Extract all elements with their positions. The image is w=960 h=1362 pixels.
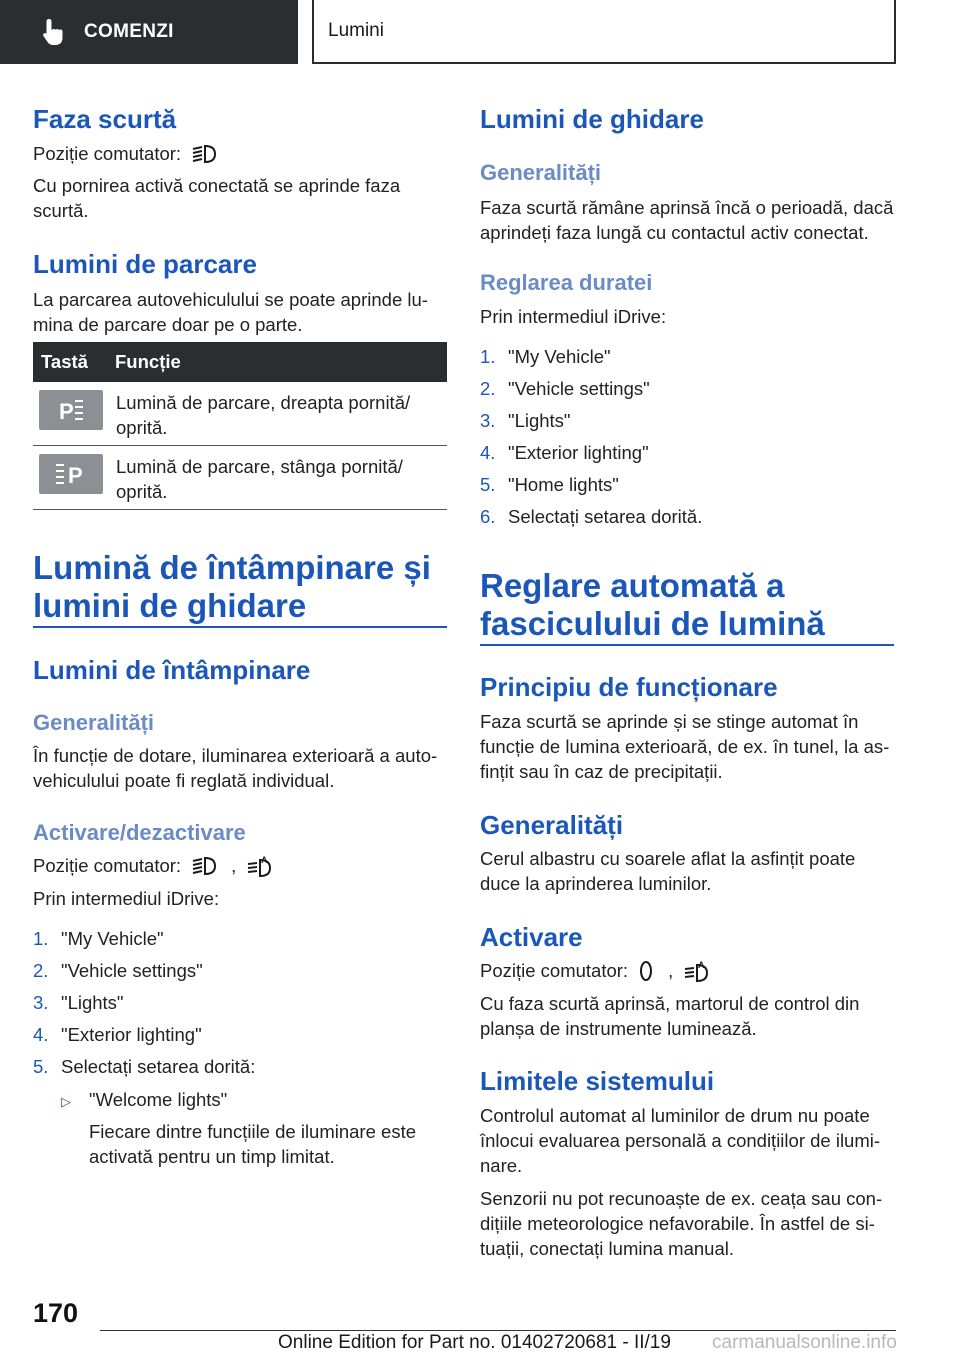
welcome-idrive: Prin intermediul iDrive:: [33, 888, 220, 909]
list-item: 2. "Vehicle settings": [480, 378, 650, 399]
principle-text-3: fințit sau în caz de precipitații.: [480, 761, 723, 782]
table-col-function: Funcție: [115, 351, 181, 372]
principle-text-2: funcție de lumina exterioară, de ex. în tunel, la as-: [480, 736, 890, 757]
guide-idrive: Prin intermediul iDrive:: [480, 306, 667, 327]
limits-text-3: nare.: [480, 1155, 523, 1176]
guide-general-2: aprindeți faza lungă cu contactul activ conectat.: [480, 222, 869, 243]
position-label: Poziție comutator:: [480, 960, 629, 981]
parking-left-key: [39, 454, 103, 494]
heading-parking: Lumini de parcare: [33, 249, 257, 279]
list-item: 3. "Lights": [33, 992, 124, 1013]
auto-general-1: Cerul albastru cu soarele aflat la asfințit poate: [480, 848, 856, 869]
heading-guide-lights: Lumini de ghidare: [480, 104, 704, 134]
low-beam-text-1: Cu pornirea activă conectată se aprinde faza: [33, 175, 401, 196]
table-row: [33, 382, 447, 446]
welcome-position: Poziție comutator: , A: [33, 853, 272, 878]
svg-text:P: P: [59, 399, 74, 424]
list-item: 3. "Lights": [480, 410, 571, 431]
position-label: Poziție comutator:: [33, 143, 182, 164]
list-item: 1. "My Vehicle": [33, 928, 164, 949]
svg-text:P: P: [68, 463, 83, 488]
auto-light-icon: [683, 959, 709, 983]
parking-text-2: mina de parcare doar pe o parte.: [33, 314, 303, 335]
low-beam-position: [33, 141, 217, 166]
page-number: 170: [33, 1298, 79, 1328]
parking-right-icon: [39, 390, 103, 430]
footer-rule: [100, 1330, 896, 1331]
heading-general: Generalități: [33, 710, 155, 735]
heading-general: Generalități: [480, 810, 624, 840]
welcome-general-1: În funcție de dotare, iluminarea exterioară a auto-: [33, 745, 438, 766]
welcome-general-2: vehiculului poate fi reglată individual.: [33, 770, 335, 791]
activate-text-2: planșa de instrumente luminează.: [480, 1018, 757, 1039]
limits-text-5: dițiile meteorologice nefavorabile. În astfel de si-: [480, 1213, 875, 1234]
svg-text:A: A: [261, 854, 268, 865]
hand-pointer-icon: [40, 17, 66, 47]
auto-position: Poziție comutator: , A: [480, 958, 709, 983]
heading-duration: Reglarea duratei: [480, 270, 653, 295]
chapter-rule: [480, 644, 894, 646]
welcome-sub-text-2: activată pentru un timp limitat.: [89, 1146, 335, 1167]
auto-general-2: duce la aprinderea luminilor.: [480, 873, 712, 894]
triangle-bullet-icon: ▷: [61, 1094, 71, 1109]
guide-general-1: Faza scurtă rămâne aprinsă încă o perioadă, dacă: [480, 197, 894, 218]
list-item: 5. "Home lights": [480, 474, 619, 495]
heading-welcome-lights: Lumini de întâmpinare: [33, 655, 311, 685]
position-label: Poziție comutator:: [33, 855, 182, 876]
parking-table-header: [33, 342, 447, 382]
heading-principle: Principiu de funcționare: [480, 672, 778, 702]
limits-text-6: tuații, conectați lumina manual.: [480, 1238, 734, 1259]
chapter-rule: [33, 626, 447, 628]
heading-low-beam: Faza scurtă: [33, 104, 177, 134]
parking-left-icon: [39, 454, 103, 494]
limits-text-1: Controlul automat al luminilor de drum nu poate: [480, 1105, 870, 1126]
principle-text-1: Faza scurtă se aprinde și se stinge automat în: [480, 711, 859, 732]
activate-text-1: Cu faza scurtă aprinsă, martorul de control din: [480, 993, 860, 1014]
list-item: 5. Selectați setarea dorită:: [33, 1056, 256, 1077]
section-tab-label: COMENZI: [84, 21, 174, 42]
parking-text-1: La parcarea autovehiculului se poate aprinde lu-: [33, 289, 428, 310]
chapter-auto-2: fasciculului de lumină: [480, 605, 825, 642]
list-item: 1. "My Vehicle": [480, 346, 611, 367]
list-item: 4. "Exterior lighting": [480, 442, 649, 463]
svg-text:A: A: [698, 959, 705, 970]
auto-light-icon: [246, 854, 272, 878]
limits-text-4: Senzorii nu pot recunoaște de ex. ceața sau con-: [480, 1188, 883, 1209]
heading-activate: Activare: [480, 922, 583, 952]
list-item: 6. Selectați setarea dorită.: [480, 506, 703, 527]
section-title-box: [312, 0, 896, 64]
table-cell-function: Lumină de parcare, stânga pornită/ oprită.: [116, 456, 403, 502]
switch-off-icon: [638, 960, 654, 982]
section-tab: [0, 0, 298, 64]
heading-limits: Limitele sistemului: [480, 1066, 715, 1096]
limits-text-2: înlocui evaluarea personală a condițiilor de ilumi-: [480, 1130, 881, 1151]
chapter-welcome-2: lumini de ghidare: [33, 587, 307, 624]
heading-activate: Activare/dezactivare: [33, 820, 246, 845]
low-beam-icon: [191, 855, 217, 877]
table-col-key: Tastă: [41, 351, 88, 372]
welcome-sub-text-1: Fiecare dintre funcțiile de iluminare este: [89, 1121, 416, 1142]
low-beam-icon: [191, 143, 217, 165]
parking-right-key: [39, 390, 103, 430]
table-cell-function: Lumină de parcare, dreapta pornită/ oprită.: [116, 392, 411, 438]
list-item: 2. "Vehicle settings": [33, 960, 203, 981]
section-title: Lumini: [328, 20, 384, 41]
chapter-auto-1: Reglare automată a: [480, 567, 785, 604]
list-item: 4. "Exterior lighting": [33, 1024, 202, 1045]
chapter-welcome-1: Lumină de întâmpinare și: [33, 549, 431, 586]
footer-edition: Online Edition for Part no. 01402720681 - II/19: [278, 1332, 671, 1353]
sub-list-item: ▷ "Welcome lights": [61, 1087, 227, 1114]
low-beam-text-2: scurtă.: [33, 200, 89, 221]
footer-watermark: carmanualsonline.info: [712, 1332, 897, 1353]
heading-general: Generalități: [480, 160, 602, 185]
table-row: [33, 446, 447, 510]
